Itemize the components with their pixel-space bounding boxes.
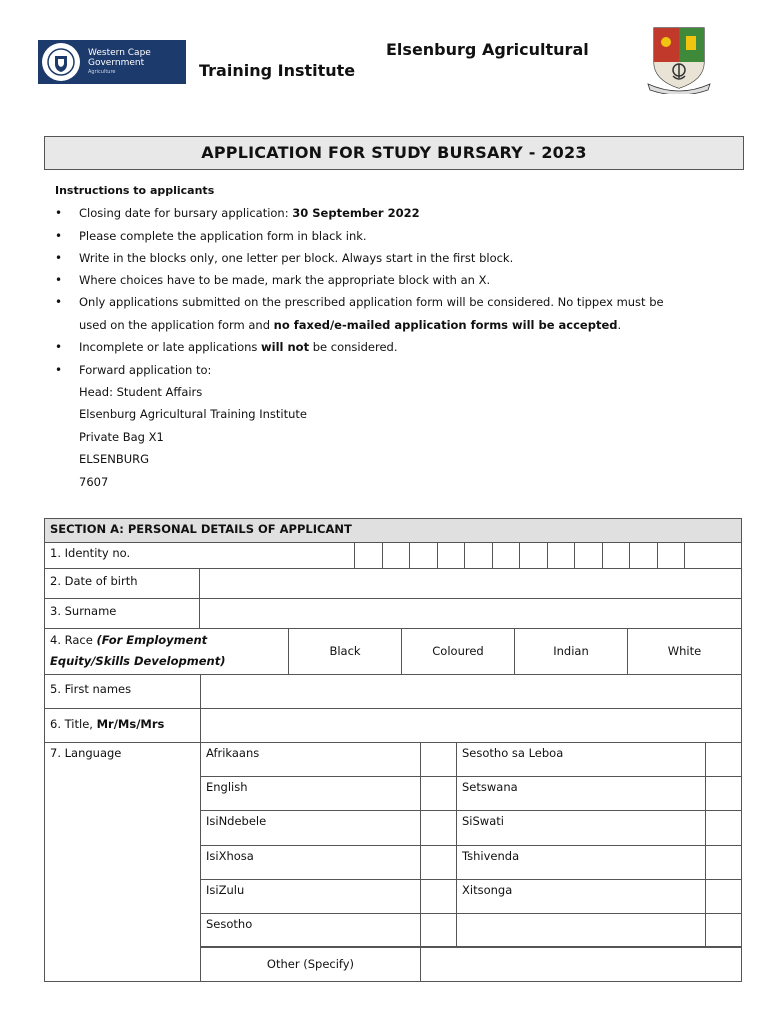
logo-line1: Western Cape (88, 48, 151, 58)
western-cape-government-logo (38, 40, 186, 84)
identity-digit-block[interactable] (602, 542, 631, 569)
race-option-indian[interactable]: Indian (514, 628, 628, 675)
institute-title-line1: Elsenburg Agricultural (386, 40, 589, 59)
language-option-label: Setswana (456, 776, 706, 811)
bullet: • (55, 251, 63, 265)
instruction-prescribed-line1: Only applications submitted on the prescribed application form will be considered. No tippex must be (79, 295, 664, 309)
race-option-black[interactable]: Black (288, 628, 402, 675)
instruction-closing-date: Closing date for bursary application: 30 September 2022 (79, 206, 420, 220)
elsenburg-crest-icon (646, 26, 712, 94)
language-other-field[interactable] (420, 946, 742, 982)
identity-digit-block[interactable] (464, 542, 493, 569)
instruction-choices: Where choices have to be made, mark the appropriate block with an X. (79, 273, 491, 287)
race-label: 4. Race (For Employment Equity/Skills Development) (44, 628, 289, 675)
instruction-incomplete: Incomplete or late applications will not be considered. (79, 340, 398, 354)
bullet: • (55, 273, 63, 287)
language-checkbox[interactable] (705, 810, 742, 845)
language-option-label: Xitsonga (456, 879, 706, 914)
identity-digit-block[interactable] (382, 542, 411, 569)
first-names-label: 5. First names (44, 674, 201, 709)
instruction-ink: Please complete the application form in black ink. (79, 229, 367, 243)
language-checkbox[interactable] (420, 742, 457, 777)
language-checkbox[interactable] (420, 913, 457, 948)
language-checkbox[interactable] (705, 742, 742, 777)
language-option-label: Afrikaans (200, 742, 421, 777)
address-line: Head: Student Affairs (79, 385, 203, 399)
institute-title-line2: Training Institute (199, 61, 356, 80)
language-option-label (456, 913, 706, 948)
identity-digit-block[interactable] (629, 542, 658, 569)
language-other-label: Other (Specify) (200, 946, 421, 982)
bullet: • (55, 340, 63, 354)
identity-digit-block[interactable] (684, 542, 742, 569)
instruction-forward: Forward application to: (79, 363, 212, 377)
instruction-blocks: Write in the blocks only, one letter per block. Always start in the first block. (79, 251, 514, 265)
race-option-coloured[interactable]: Coloured (401, 628, 515, 675)
address-line: Elsenburg Agricultural Training Institute (79, 407, 307, 421)
language-option-label: Sesotho sa Leboa (456, 742, 706, 777)
coat-of-arms-icon (42, 43, 80, 81)
language-option-label: IsiZulu (200, 879, 421, 914)
language-option-label: English (200, 776, 421, 811)
document-title: APPLICATION FOR STUDY BURSARY - 2023 (44, 136, 744, 170)
language-checkbox[interactable] (705, 913, 742, 948)
address-line: ELSENBURG (79, 452, 150, 466)
language-checkbox[interactable] (705, 879, 742, 914)
title-field[interactable] (200, 708, 742, 743)
language-checkbox[interactable] (420, 845, 457, 880)
identity-digit-block[interactable] (657, 542, 686, 569)
instructions-heading: Instructions to applicants (55, 184, 215, 197)
identity-digit-block[interactable] (547, 542, 576, 569)
language-option-label: IsiNdebele (200, 810, 421, 845)
identity-digit-block[interactable] (437, 542, 466, 569)
logo-line3: Agriculture (88, 69, 116, 75)
language-option-label: Tshivenda (456, 845, 706, 880)
section-a-header: SECTION A: PERSONAL DETAILS OF APPLICANT (44, 518, 742, 543)
language-checkbox[interactable] (705, 845, 742, 880)
language-checkbox[interactable] (420, 810, 457, 845)
address-line: 7607 (79, 475, 109, 489)
identity-label: 1. Identity no. (44, 542, 355, 569)
identity-digit-block[interactable] (519, 542, 548, 569)
bullet: • (55, 295, 63, 309)
language-label: 7. Language (44, 742, 201, 982)
race-option-white[interactable]: White (627, 628, 742, 675)
bullet: • (55, 363, 63, 377)
title-label: 6. Title, Mr/Ms/Mrs (44, 708, 201, 743)
dob-label: 2. Date of birth (44, 568, 200, 599)
language-checkbox[interactable] (705, 776, 742, 811)
identity-digit-block[interactable] (492, 542, 521, 569)
logo-line2: Government (88, 58, 145, 68)
identity-digit-block[interactable] (354, 542, 383, 569)
surname-label: 3. Surname (44, 598, 200, 629)
language-checkbox[interactable] (420, 879, 457, 914)
first-names-field[interactable] (200, 674, 742, 709)
bullet: • (55, 206, 63, 220)
dob-field[interactable] (199, 568, 742, 599)
surname-field[interactable] (199, 598, 742, 629)
language-checkbox[interactable] (420, 776, 457, 811)
bullet: • (55, 229, 63, 243)
address-line: Private Bag X1 (79, 430, 164, 444)
language-option-label: IsiXhosa (200, 845, 421, 880)
identity-digit-block[interactable] (409, 542, 438, 569)
language-option-label: SiSwati (456, 810, 706, 845)
identity-digit-block[interactable] (574, 542, 603, 569)
language-option-label: Sesotho (200, 913, 421, 948)
instruction-prescribed-line2: used on the application form and no faxed/e-mailed application forms will be accepted. (79, 318, 622, 332)
